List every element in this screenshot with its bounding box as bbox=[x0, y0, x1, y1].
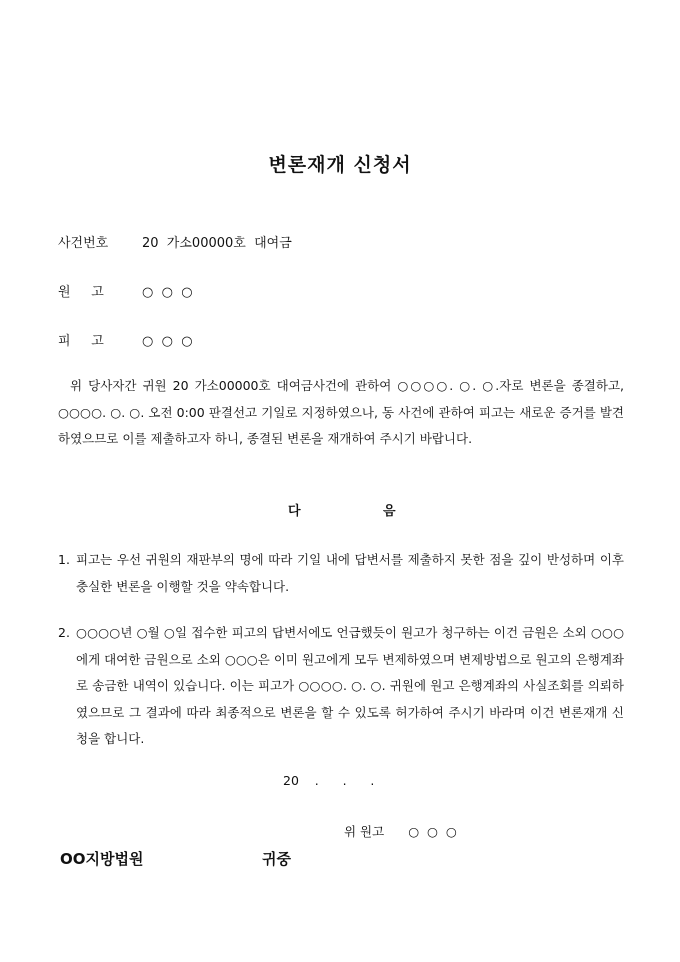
list-item bbox=[58, 620, 624, 753]
defendant-row bbox=[58, 330, 193, 349]
intro-paragraph: 위 당사자간 귀원 20 가소00000호 대여금사건에 관하여 ○○○○. ○. ○.자로 변론을 종결하고, ○○○○. ○. ○. 오전 0:00 판결선고 기일로 지정하였으나, 동 사건에 관하여 피고는 새로운 증거를 발견하였으므로 이를 제출하고자 하니, 종결된 변론을 재개하여 주시기 바랍니다. bbox=[58, 378, 624, 446]
list-item-text: 피고는 우선 귀원의 재판부의 명에 따라 기일 내에 답변서를 제출하지 못한 점을 깊이 반성하며 이후 충실한 변론을 이행할 것을 약속합니다. bbox=[76, 552, 624, 594]
heading-right: 음 bbox=[383, 504, 396, 519]
plaintiff-row bbox=[58, 281, 193, 300]
list-item-text: ○○○○년 ○월 ○일 접수한 피고의 답변서에도 언급했듯이 원고가 청구하는 이건 금원은 소외 ○○○에게 대여한 금원으로 소외 ○○○은 이미 원고에게 모두 변제하였으며 변제방법으로 원고의 은행계좌로 송금한 내역이 있습니다. 이는 피고가 ○○○○. ○. ○. 귀원에 원고 은행계좌의 사실조회를 의뢰하였으므로 그 결과에 따라 최종적으로 변론을 할 수 있도록 허가하여 주시기 바라며 이건 변론재개 신청을 합니다. bbox=[76, 625, 624, 746]
recipient-label: 귀중 bbox=[262, 850, 291, 868]
list-item bbox=[58, 547, 624, 600]
plaintiff-value: ○ ○ ○ bbox=[142, 285, 193, 300]
document-title: 변론재개 신청서 bbox=[268, 154, 412, 176]
case-number-row bbox=[58, 232, 292, 251]
document-date: 20 . . . bbox=[283, 773, 375, 788]
heading-left: 다 bbox=[288, 504, 301, 519]
plaintiff-label: 원 고 bbox=[58, 285, 104, 300]
defendant-value: ○ ○ ○ bbox=[142, 334, 193, 349]
case-number-value: 20 가소00000호 대여금 bbox=[142, 236, 292, 251]
signer-role: 위 원고 bbox=[344, 824, 385, 839]
defendant-label: 피 고 bbox=[58, 334, 104, 349]
signer-name: ○ ○ ○ bbox=[408, 824, 457, 839]
court-name: OO지방법원 bbox=[60, 850, 144, 868]
list-item-number: 1. bbox=[58, 552, 70, 567]
case-number-label: 사건번호 bbox=[58, 236, 109, 251]
list-item-number: 2. bbox=[58, 625, 70, 640]
signer-line bbox=[344, 822, 457, 840]
